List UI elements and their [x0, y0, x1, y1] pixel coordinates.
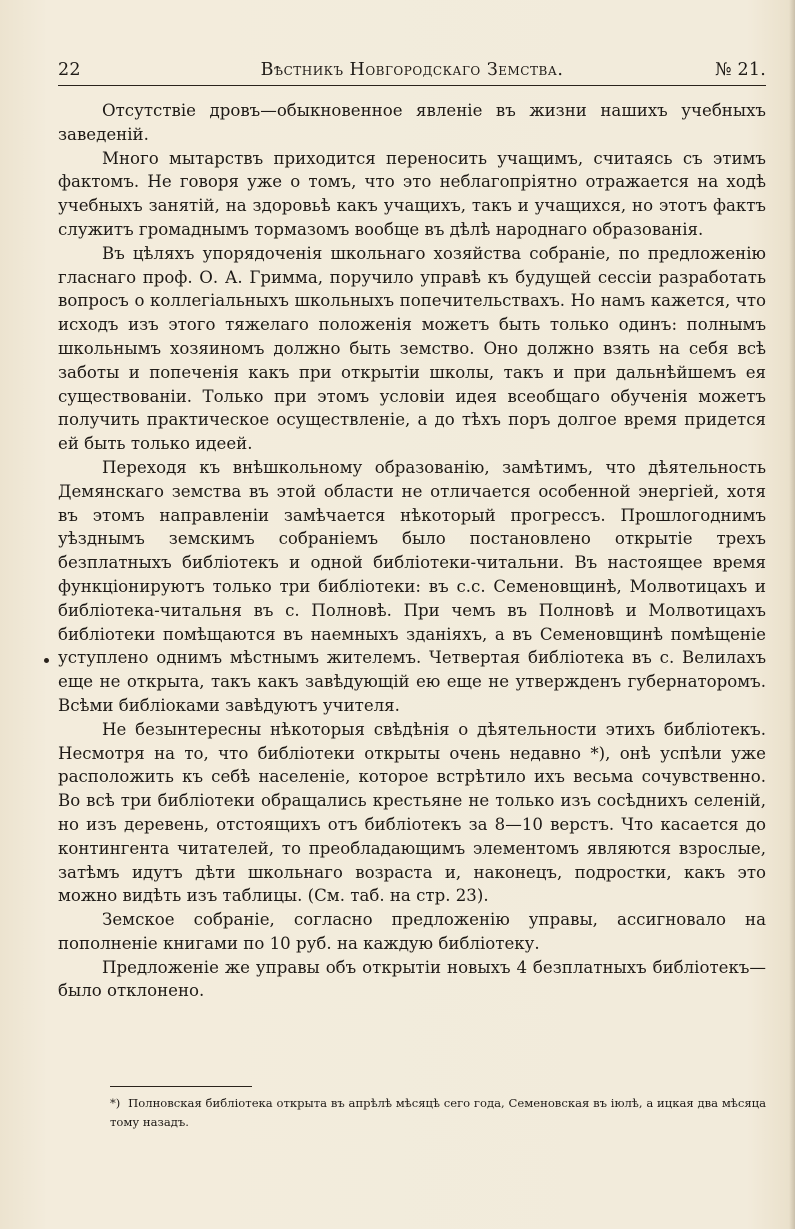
article-body: [58, 99, 766, 1003]
header-rule: [58, 85, 766, 86]
paragraph-extracurricular: Переходя къ внѣшкольному образованію, замѣтимъ, что дѣятельность Демянскаго земства въ этой области не отличается особенной энергіей, хотя въ этомъ направленіи замѣчается нѣкоторый прогрессъ. Прошлогоднимъ уѣзднымъ земскимъ собраніемъ было постановлено открытіе трехъ безплатныхъ библіотекъ и одной библіотеки-читальни. Въ настоящее время функціонируютъ только три библіотеки: въ с.с. Семеновщинѣ, Молвотицахъ и библіотека-читальня въ с. Полновѣ. При чемъ въ Полновѣ и Молвотицахъ библіотеки помѣщаются въ наемныхъ зданіяхъ, а въ Семеновщинѣ помѣщеніе уступлено однимъ мѣстнымъ жителемъ. Четвертая библіотека въ с. Велилахъ еще не открыта, такъ какъ завѣдующій ею еще не утвержденъ губернаторомъ. Всѣми библіоками завѣдуютъ учителя.: [58, 457, 766, 715]
page-edge-shadow: [789, 0, 795, 1229]
journal-title: Вѣстникъ Новгородскаго Земства.: [260, 60, 564, 80]
paragraph-school-economy: Въ цѣляхъ упорядоченія школьнаго хозяйства собраніе, по предложенію гласнаго проф. О. А. Гримма, поручило управѣ къ будущей сессіи разработать вопросъ о коллегіальныхъ школьныхъ попечительствахъ. Но намъ кажется, что исходъ изъ этого тяжелаго положенія можетъ быть только одинъ: полнымъ школьнымъ хозяиномъ должно быть земство. Оно должно взять на себя всѣ заботы и попеченія какъ при открытіи школы, такъ и при дальнѣйшемъ ея существованіи. Только при этомъ условіи идея всеобщаго обученія можетъ получить практическое осуществленіе, а до тѣхъ поръ долгое время придется ей быть только идеей.: [58, 243, 766, 454]
paragraph-ordeals: Много мытарствъ приходится переносить учащимъ, считаясь съ этимъ фактомъ. Не говоря уже о томъ, что это неблагопріятно отражается на ходѣ учебныхъ занятій, на здоровьѣ какъ учащихъ, такъ и учащихся, но этотъ фактъ служитъ громаднымъ тормазомъ вообще въ дѣлѣ народнаго образованія.: [58, 148, 766, 239]
issue-number: № 21.: [715, 60, 766, 80]
paragraph-library-activity: Не безынтересны нѣкоторыя свѣдѣнія о дѣятельности этихъ библіотекъ. Несмотря на то, что библіотеки открыты очень недавно *), онѣ успѣли уже расположить къ себѣ населеніе, которое встрѣтило ихъ весьма сочувственно. Во всѣ три библіотеки обращались крестьяне не только изъ сосѣднихъ селеній, но изъ деревень, отстоящихъ отъ библіотекъ за 8—10 верстъ. Что касается до контингента читателей, то преобладающимъ элементомъ являются взрослые, затѣмъ идутъ дѣти школьнаго возраста и, наконецъ, подростки, какъ это можно видѣть изъ таблицы. (См. таб. на стр. 23).: [58, 719, 766, 906]
paragraph-firewood: Отсутствіе дровъ—обыкновенное явленіе въ жизни нашихъ учебныхъ заведеній.: [58, 101, 766, 144]
paragraph-assignment: Земское собраніе, согласно предложенію управы, ассигновало на пополненіе книгами по 10 руб. на каждую библіотеку.: [58, 910, 766, 953]
paragraph-proposal-rejected: Предложеніе же управы объ открытіи новыхъ 4 безплатныхъ библіотекъ—было отклонено.: [58, 957, 766, 1001]
footnote-rule: [110, 1086, 252, 1087]
running-header: [58, 60, 766, 84]
footnote-mark: *): [110, 1096, 121, 1110]
margin-dot: [44, 658, 49, 663]
page-number: 22: [58, 60, 81, 80]
footnote-text: Полновская библіотека открыта въ апрѣлѣ мѣсяцѣ сего года, Семеновская въ іюлѣ, а ицкая два мѣсяца тому назадъ.: [110, 1096, 767, 1129]
footnote: [110, 1094, 766, 1131]
